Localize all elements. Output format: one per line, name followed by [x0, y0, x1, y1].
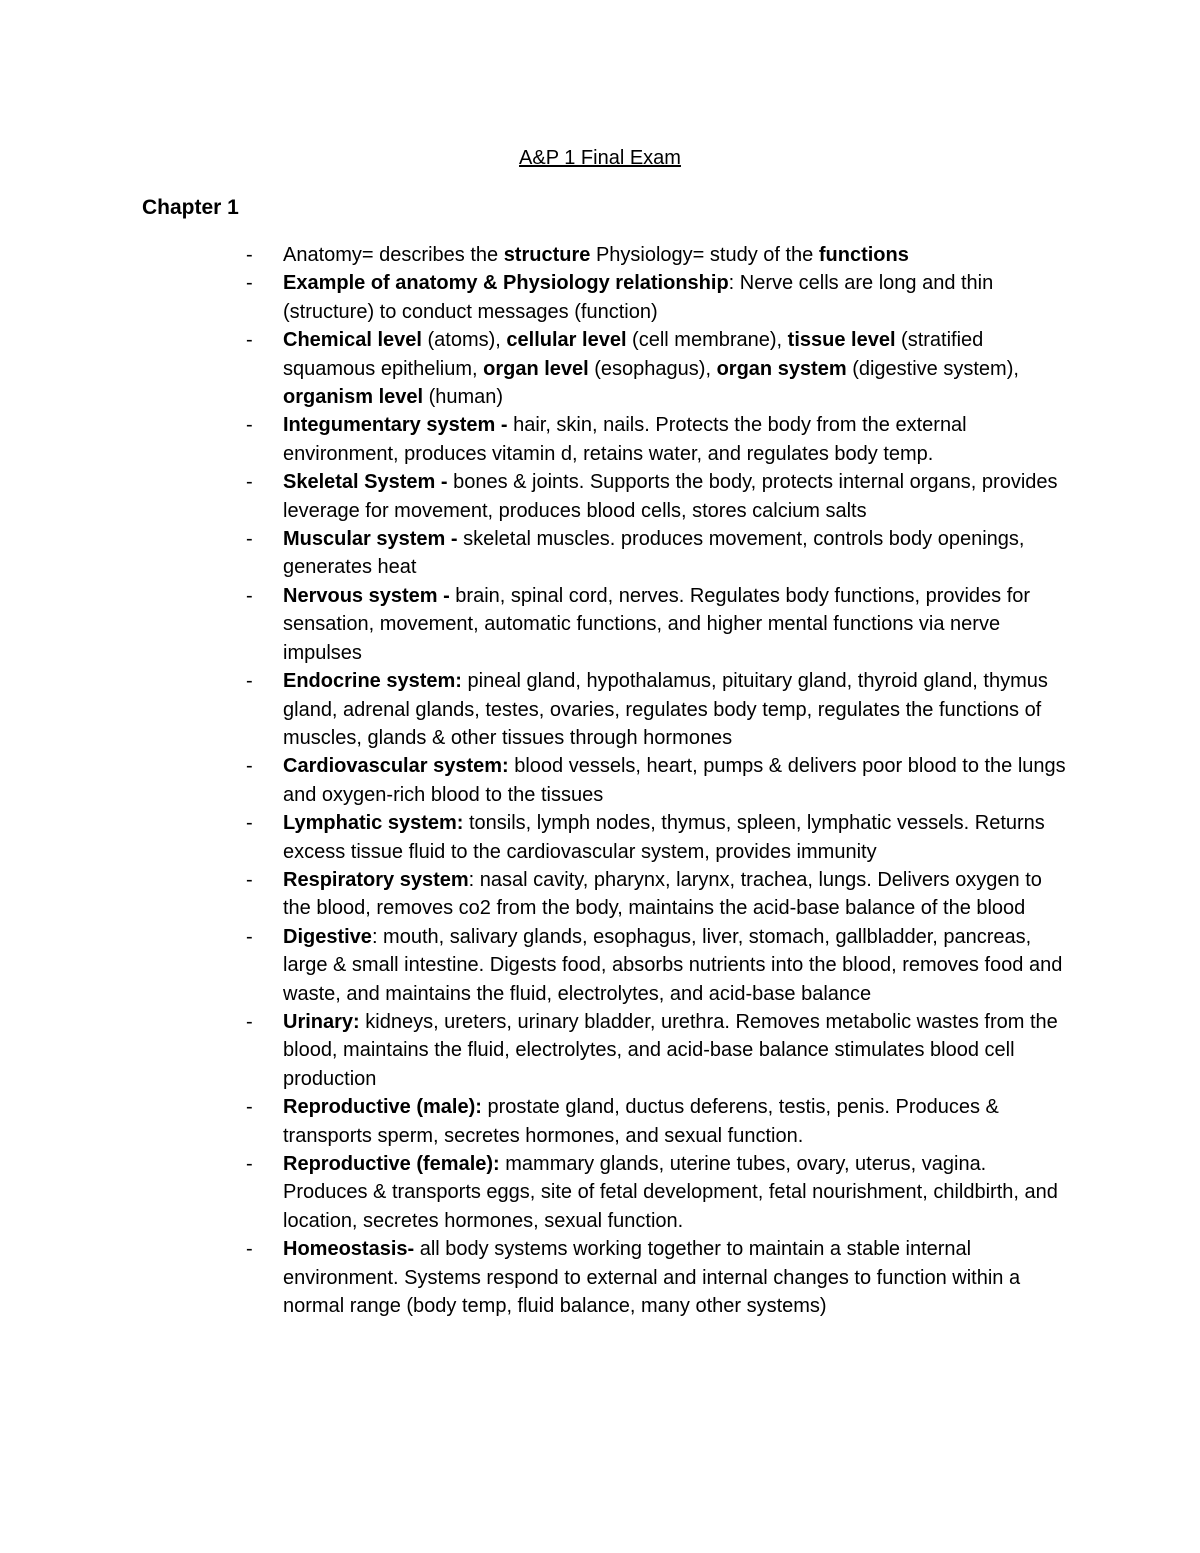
term-bold: organ system	[716, 357, 847, 380]
bullet-dash: -	[246, 528, 253, 551]
item-text: (esophagus),	[588, 357, 717, 380]
bullet-dash: -	[246, 329, 253, 352]
term-bold: tissue level	[787, 329, 896, 352]
term-bold: Reproductive (female):	[283, 1153, 500, 1175]
bullet-dash: -	[246, 414, 253, 437]
item-text: (cell membrane),	[626, 329, 788, 352]
term-bold: organ level	[483, 357, 589, 380]
item-text: (stratified squamous epithelium,	[283, 329, 984, 380]
term-bold: Reproductive (male):	[283, 1096, 482, 1119]
list-item	[0, 1008, 1068, 1093]
item-text: tonsils, lymph nodes, thymus, spleen, lymphatic vessels. Returns excess tissue fluid to the cardiovascular system, provides immunity	[283, 812, 1045, 863]
item-text: bones & joints. Supports the body, protects internal organs, provides leverage for movement, produces blood cells, stores calcium salts	[283, 471, 1058, 522]
bullet-dash: -	[246, 1238, 253, 1261]
bullet-dash: -	[246, 670, 253, 693]
bullet-dash: -	[246, 755, 253, 778]
list-item	[0, 241, 1068, 269]
bullet-dash: -	[246, 471, 253, 494]
item-text: prostate gland, ductus deferens, testis, penis. Produces & transports sperm, secretes hormones, and sexual function.	[283, 1096, 999, 1147]
item-text: hair, skin, nails. Protects the body from the external environment, produces vitamin d, retains water, and regulates body temp.	[283, 414, 967, 465]
item-text: : nasal cavity, pharynx, larynx, trachea, lungs. Delivers oxygen to the blood, removes co2 from the body, maintains the acid-base balance of the blood	[283, 868, 1042, 920]
list-item	[0, 269, 1068, 326]
item-text: brain, spinal cord, nerves. Regulates body functions, provides for sensation, movement, automatic functions, and higher mental functions via nerve impulses	[283, 584, 1031, 664]
term-bold: Integumentary system -	[283, 414, 508, 437]
list-item	[0, 866, 1068, 923]
list-item	[0, 1235, 1068, 1320]
notes-bullet-list	[0, 241, 1200, 1320]
term-bold: structure	[503, 244, 591, 266]
list-item	[0, 411, 1068, 468]
term-bold: Example of anatomy & Physiology relationship	[283, 272, 729, 295]
item-text: mammary glands, uterine tubes, ovary, uterus, vagina. Produces & transports eggs, site of fetal development, fetal nourishment, childbirth, and location, secretes hormones, sexual function.	[283, 1153, 1058, 1232]
bullet-dash: -	[246, 1010, 253, 1033]
bullet-dash: -	[246, 812, 253, 835]
document-title: A&P 1 Final Exam	[519, 147, 681, 169]
term-bold: Homeostasis-	[283, 1238, 415, 1261]
term-bold: Digestive	[283, 925, 372, 948]
item-text: Anatomy= describes the	[283, 244, 504, 266]
term-bold: cellular level	[506, 329, 627, 352]
chapter-heading: Chapter 1	[142, 196, 239, 219]
item-text: (digestive system),	[846, 357, 1019, 380]
bullet-dash: -	[246, 1153, 253, 1175]
bullet-dash: -	[246, 584, 253, 607]
bullet-dash: -	[246, 244, 253, 266]
item-text: kidneys, ureters, urinary bladder, urethra. Removes metabolic wastes from the blood, maintains the fluid, electrolytes, and acid-base balance stimulates blood cell production	[283, 1010, 1058, 1090]
bullet-dash: -	[246, 1096, 253, 1119]
list-item	[0, 752, 1068, 809]
list-item	[0, 525, 1068, 582]
list-item	[0, 923, 1068, 1008]
term-bold: Chemical level	[283, 329, 422, 352]
term-bold: Lymphatic system:	[283, 812, 464, 835]
list-item	[0, 582, 1068, 667]
term-bold: Muscular system -	[283, 528, 458, 551]
item-text: all body systems working together to maintain a stable internal environment. Systems respond to external and internal changes to function within a normal range (body temp, fluid balance, many other systems)	[283, 1238, 1021, 1318]
item-text: blood vessels, heart, pumps & delivers poor blood to the lungs and oxygen-rich blood to the tissues	[283, 755, 1066, 806]
list-item	[0, 468, 1068, 525]
list-item	[0, 809, 1068, 866]
item-text: skeletal muscles. produces movement, controls body openings, generates heat	[283, 528, 1025, 579]
list-item	[0, 326, 1068, 411]
term-bold: Nervous system -	[283, 584, 450, 607]
term-bold: Endocrine system:	[283, 670, 462, 693]
list-item	[0, 1150, 1068, 1235]
term-bold: Skeletal System -	[283, 471, 448, 494]
term-bold: Respiratory system	[283, 868, 469, 891]
term-bold: functions	[818, 244, 909, 266]
item-text: : mouth, salivary glands, esophagus, liver, stomach, gallbladder, pancreas, large & small intestine. Digests food, absorbs nutrients into the blood, removes food and waste, and maintains the fluid, electrolytes, and acid-base balance	[283, 925, 1063, 1005]
item-text: (atoms),	[421, 329, 507, 352]
term-bold: organism level	[283, 386, 424, 409]
bullet-dash: -	[246, 868, 253, 891]
bullet-dash: -	[246, 272, 253, 295]
term-bold: Urinary:	[283, 1010, 360, 1033]
item-text: Physiology= study of the	[590, 244, 819, 266]
item-text: : Nerve cells are long and thin (structure) to conduct messages (function)	[283, 272, 994, 323]
term-bold: Cardiovascular system:	[283, 755, 509, 778]
item-text: pineal gland, hypothalamus, pituitary gland, thyroid gland, thymus gland, adrenal glands, testes, ovaries, regulates body temp, regulates the functions of muscles, glands & other tissues through hormones	[283, 670, 1048, 749]
list-item	[0, 667, 1068, 752]
bullet-dash: -	[246, 925, 253, 948]
list-item	[0, 1093, 1068, 1150]
item-text: (human)	[423, 386, 504, 409]
